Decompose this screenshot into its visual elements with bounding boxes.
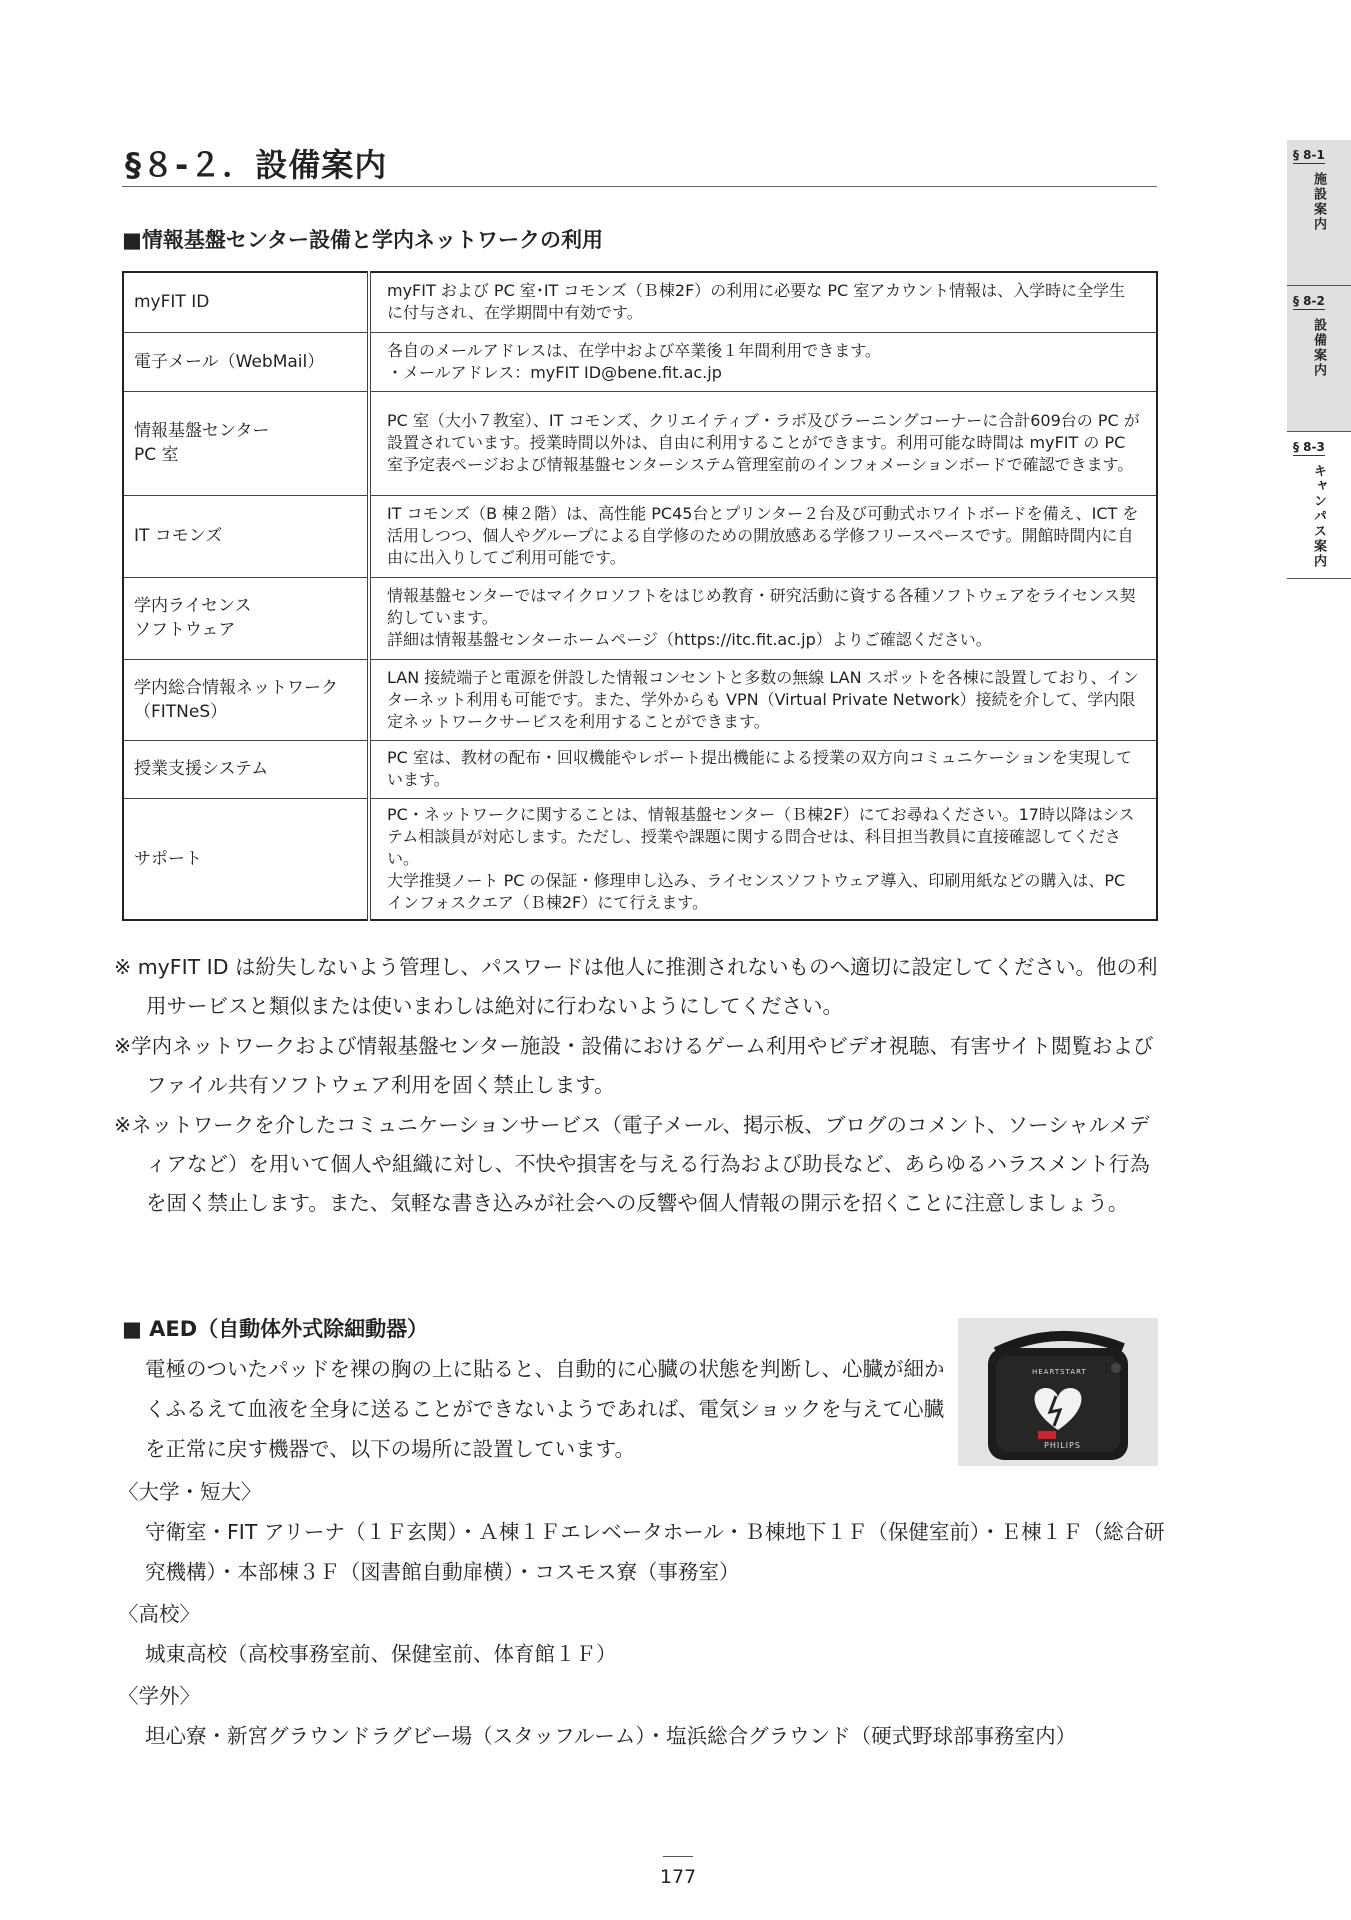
row-label: 授業支援システム <box>123 740 369 798</box>
aed-photo <box>958 1318 1158 1466</box>
row-description: 各自のメールアドレスは、在学中および卒業後１年間利用できます。 ・メールアドレス：myFIT ID@bene.fit.ac.jp <box>369 332 1157 391</box>
table-row <box>123 659 1157 740</box>
table-row <box>123 495 1157 577</box>
aed-photo-label: HEARTSTART <box>1032 1368 1087 1376</box>
row-description: PC・ネットワークに関することは、情報基盤センター（Ｂ棟2F）にてお尋ねください。17時以降はシステム相談員が対応します。ただし、授業や課題に関する問合せは、科目担当教員に直接確認してください。 大学推奨ノート PC の保証・修理申し込み、ライセンスソフトウェア導入、印刷用紙などの購入は、PC インフォスクエア（Ｂ棟2F）にて行えます。 <box>369 798 1157 920</box>
table-row <box>123 332 1157 391</box>
row-description: LAN 接続端子と電源を併設した情報コンセントと多数の無線 LAN スポットを各棟に設置しており、インターネット利用も可能です。また、学外からも VPN（Virtual Private Network）接続を介して、学内限定ネットワークサービスを利用することができます。 <box>369 659 1157 740</box>
row-description: PC 室は、教材の配布・回収機能やレポート提出機能による授業の双方向コミュニケーションを実現しています。 <box>369 740 1157 798</box>
title-divider <box>122 186 1157 187</box>
row-description: IT コモンズ（B 棟２階）は、高性能 PC45台とプリンター２台及び可動式ホワイトボードを備え、ICT を活用しつつ、個人やグループによる自学修のための開放感ある学修フリースペースです。開館時間内に自由に出入りしてご利用可能です。 <box>369 495 1157 577</box>
section-side-tabs <box>1287 140 1351 579</box>
aed-location-group <box>118 1676 1168 1756</box>
note-item: ※ myFIT ID は紛失しないよう管理し、パスワードは他人に推測されないものへ適切に設定してください。他の利用サービスと類似または使いまわしは絶対に行わないようにしてください。 <box>114 955 1158 1018</box>
row-label: IT コモンズ <box>123 495 369 577</box>
row-description: myFIT および PC 室･IT コモンズ（Ｂ棟2F）の利用に必要な PC 室アカウント情報は、入学時に全学生に付与され、在学期間中有効です。 <box>369 272 1157 332</box>
side-tab-8-1[interactable] <box>1287 140 1351 286</box>
row-label: myFIT ID <box>123 272 369 332</box>
side-tab-name: キャンパス案内 <box>1311 464 1326 569</box>
location-category: 〈高校〉 <box>118 1602 200 1626</box>
location-list: 坦心寮・新宮グラウンドラグビー場（スタッフルーム）・塩浜総合グラウンド（硬式野球部事務室内） <box>145 1724 1077 1748</box>
page-number-rule <box>663 1856 693 1857</box>
note-item: ※学内ネットワークおよび情報基盤センター施設・設備におけるゲーム利用やビデオ視聴、有害サイト閲覧およびファイル共有ソフトウェア利用を固く禁止します。 <box>114 1034 1154 1097</box>
location-list: 城東高校（高校事務室前、保健室前、体育館１Ｆ） <box>145 1642 617 1666</box>
table-row <box>123 391 1157 495</box>
row-description: PC 室（大小７教室）、IT コモンズ、クリエイティブ・ラボ及びラーニングコーナーに合計609台の PC が設置されています。授業時間以外は、自由に利用することができます。利用可能な時間は myFIT の PC 室予定表ページおよび情報基盤センターシステム管理室前のインフォメーションボードで確認できます。 <box>369 391 1157 495</box>
network-section-heading: ■情報基盤センター設備と学内ネットワークの利用 <box>122 228 603 252</box>
table-row <box>123 798 1157 920</box>
row-label: 電子メール（WebMail） <box>123 332 369 391</box>
side-tab-name: 設備案内 <box>1311 318 1326 378</box>
location-category: 〈学外〉 <box>118 1684 200 1708</box>
aed-location-group <box>118 1472 1168 1592</box>
row-description: 情報基盤センターではマイクロソフトをはじめ教育・研究活動に資する各種ソフトウェアをライセンス契約しています。 詳細は情報基盤センターホームページ（https://itc.fit.ac.jp）よりご確認ください。 <box>369 577 1157 659</box>
note-item: ※ネットワークを介したコミュニケーションサービス（電子メール、掲示板、ブログのコメント、ソーシャルメディアなど）を用いて個人や組織に対し、不快や損害を与える行為および助長など、あらゆるハラスメント行為を固く禁止します。また、気軽な書き込みが社会への反響や個人情報の開示を招くことに注意しましょう。 <box>114 1113 1150 1215</box>
side-tab-8-2[interactable] <box>1287 286 1351 432</box>
aed-photo-brand: PHILIPS <box>1044 1441 1081 1450</box>
table-row <box>123 577 1157 659</box>
side-tab-number: § 8-2 <box>1293 294 1325 308</box>
side-tab-8-3[interactable] <box>1287 432 1351 579</box>
row-label: 情報基盤センター PC 室 <box>123 391 369 495</box>
usage-notes <box>114 948 1164 1224</box>
facilities-table <box>122 271 1158 921</box>
row-label: サポート <box>123 798 369 920</box>
aed-location-group <box>118 1594 1168 1674</box>
table-row <box>123 740 1157 798</box>
side-tab-name: 施設案内 <box>1311 172 1326 232</box>
table-row <box>123 272 1157 332</box>
location-category: 〈大学・短大〉 <box>118 1480 262 1504</box>
side-tab-number: § 8-3 <box>1293 440 1325 454</box>
side-tab-number: § 8-1 <box>1293 148 1325 162</box>
row-label: 学内総合情報ネットワーク （FITNeS） <box>123 659 369 740</box>
aed-description: 電極のついたパッドを裸の胸の上に貼ると、自動的に心臓の状態を判断し、心臓が細かくふるえて血液を全身に送ることができないようであれば、電気ショックを与えて心臓を正常に戻す機器で、以下の場所に設置しています。 <box>145 1357 945 1461</box>
aed-section-heading: ■ AED（自動体外式除細動器） <box>122 1317 429 1341</box>
page-title: §８-２．設備案内 <box>125 146 388 184</box>
row-label: 学内ライセンス ソフトウェア <box>123 577 369 659</box>
page-number: 177 <box>659 1866 697 1888</box>
location-list: 守衛室・FIT アリーナ（１Ｆ玄関）・Ａ棟１Ｆエレベータホール・Ｂ棟地下１Ｆ（保健室前）・Ｅ棟１Ｆ（総合研究機構）・本部棟３Ｆ（図書館自動扉横）・コスモス寮（事務室） <box>145 1520 1165 1584</box>
